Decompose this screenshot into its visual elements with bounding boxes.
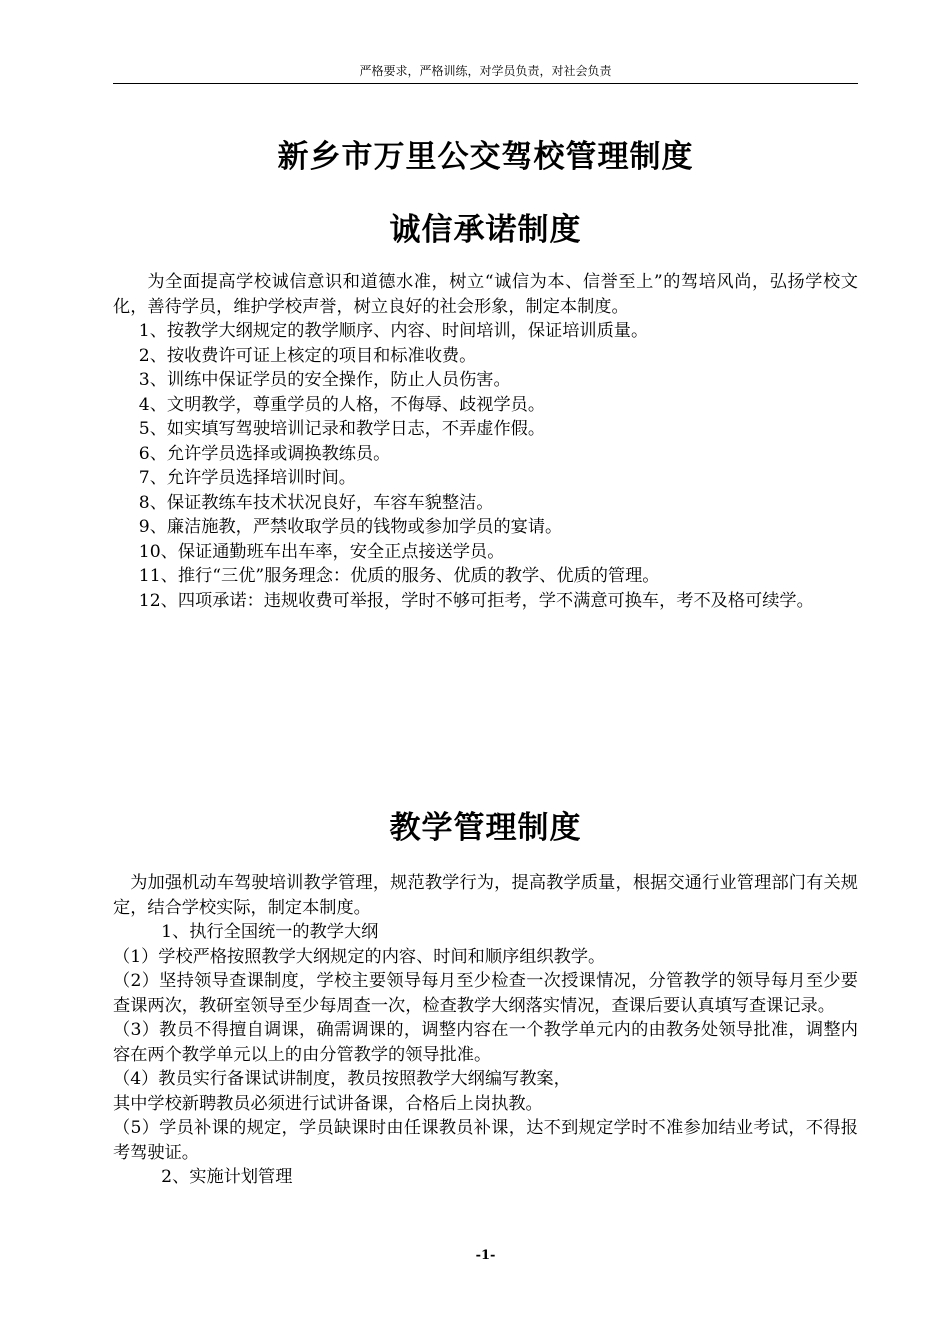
integrity-intro: 为全面提高学校诚信意识和道德水准，树立“诚信为本、信誉至上”的驾培风尚，弘扬学校文化，善待学员，维护学校声誉，树立良好的社会形象，制定本制度。 <box>113 272 858 317</box>
integrity-item: 1、按教学大纲规定的教学顺序、内容、时间培训，保证培训质量。 <box>138 321 649 341</box>
integrity-item: 10、保证通勤班车出车率，安全正点接送学员。 <box>138 541 505 562</box>
teaching-intro: 为加强机动车驾驶培训教学管理，规范教学行为，提高教学质量，根据交通行业管理部门有关规定，结合学校实际，制定本制度。 <box>113 873 858 918</box>
teaching-subitem: （5）学员补课的规定，学员缺课时由任课教员补课，达不到规定学时不准参加结业考试，不得报考驾驶证。 <box>113 1118 858 1163</box>
teaching-section-body <box>113 871 858 1190</box>
section-title-teaching: 教学管理制度 <box>389 810 582 846</box>
document-title: 新乡市万里公交驾校管理制度 <box>277 139 694 175</box>
integrity-item: 3、训练中保证学员的安全操作，防止人员伤害。 <box>138 370 511 390</box>
teaching-heading: 1、执行全国统一的教学大纲 <box>161 922 379 942</box>
integrity-item: 4、文明教学，尊重学员的人格，不侮辱、歧视学员。 <box>138 394 546 415</box>
page-header: 严格要求，严格训练，对学员负责，对社会负责 <box>359 64 612 78</box>
section-title-integrity: 诚信承诺制度 <box>389 212 582 248</box>
integrity-section-body <box>113 270 858 613</box>
integrity-item: 5、如实填写驾驶培训记录和教学日志，不弄虚作假。 <box>138 419 546 439</box>
teaching-subitem: （3）教员不得擅自调课，确需调课的，调整内容在一个教学单元内的由教务处领导批准，调整内容在两个教学单元以上的由分管教学的领导批准。 <box>113 1020 858 1065</box>
integrity-item: 8、保证教练车技术状况良好，车容车貌整洁。 <box>138 492 494 513</box>
teaching-subitem: （4）教员实行备课试讲制度，教员按照教学大纲编写教案， <box>113 1069 571 1089</box>
integrity-item: 12、四项承诺：违规收费可举报，学时不够可拒考，学不满意可换车，考不及格可续学。 <box>138 590 814 611</box>
page-number: -1- <box>475 1248 496 1263</box>
teaching-subitem: 其中学校新聘教员必须进行试讲备课，合格后上岗执教。 <box>113 1093 543 1114</box>
integrity-item: 9、廉洁施教，严禁收取学员的钱物或参加学员的宴请。 <box>138 517 563 537</box>
teaching-subitem: （2）坚持领导查课制度，学校主要领导每月至少检查一次授课情况，分管教学的领导每月至少要查课两次，教研室领导至少每周查一次，检查教学大纲落实情况，查课后要认真填写查课记录。 <box>113 971 858 1016</box>
integrity-item: 7、允许学员选择培训时间。 <box>138 468 356 488</box>
integrity-item: 6、允许学员选择或调换教练员。 <box>138 443 391 464</box>
header-rule <box>113 83 858 84</box>
teaching-heading: 2、实施计划管理 <box>161 1167 293 1187</box>
integrity-item: 11、推行“三优”服务理念：优质的服务、优质的教学、优质的管理。 <box>138 566 660 586</box>
teaching-subitem: （1）学校严格按照教学大纲规定的内容、时间和顺序组织教学。 <box>113 946 606 967</box>
integrity-item: 2、按收费许可证上核定的项目和标准收费。 <box>138 345 477 366</box>
